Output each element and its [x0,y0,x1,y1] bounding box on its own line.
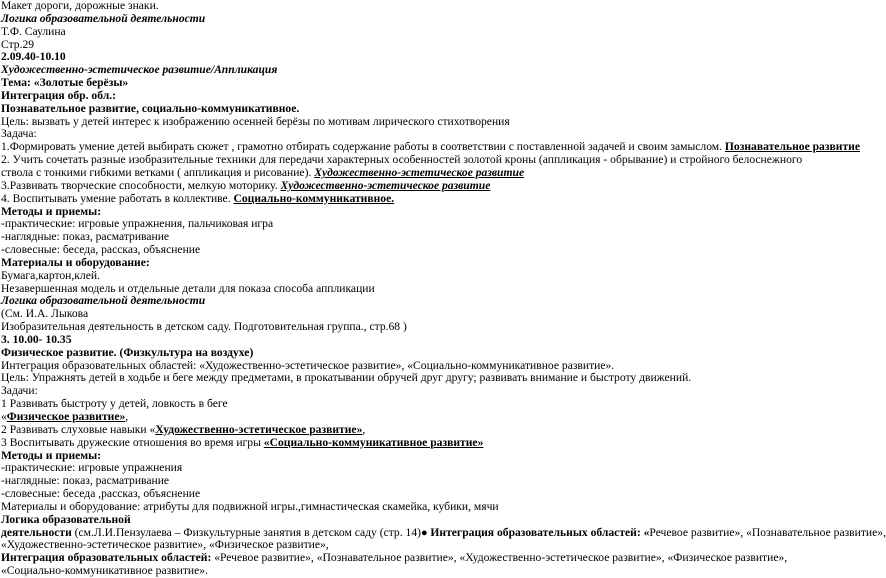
document-page [1,0,886,578]
method-visual-3: -наглядные: показ, расматривание [1,474,170,488]
task-1-area: Познавательное развитие [724,140,860,154]
session-subject-2: Художественно-эстетическое развитие/Аппликация [1,63,278,77]
session-subject-3: Физическое развитие. (Физкультура на воздухе) [1,345,254,359]
task-3-text: 3.Развивать творческие способности, мелкую моторику. [1,178,281,192]
reference-book: Изобразительная деятельность в детском саду. Подготовительная группа., стр.68 ) [1,320,407,334]
goal-line-3: Цель: Упражнять детей в ходьбе и беге между предметами, в прокатывании обручей друг другу; развивать внимание и быстроту движений. [1,371,692,385]
method-verbal: -словесные: беседа, рассказ, объяснение [1,243,201,257]
task-3-area: Художественно-эстетическое развитие [280,178,491,192]
integration-areas-a: Речевое развитие», «Познавательное развитие», [649,525,886,539]
task-3-3 [1,437,813,450]
integration-label-2: Интеграция образовательных областей: [1,551,212,565]
task-3-3-text: 3 Воспитывать дружеские отношения во время игры [1,435,264,449]
materials-heading: Материалы и оборудование: [1,255,150,269]
method-practical: -практические: игровые упражнения, пальчиковая игра [1,217,274,231]
task-heading: Задача: [1,127,37,141]
quote-open: « [1,410,7,423]
logic-heading-2: Логика образовательной деятельности [1,294,206,308]
comma: , [125,410,129,423]
logic-heading-3: Логика образовательной [1,512,131,526]
bullet-icon: ● [420,526,431,539]
materials-model: Незавершенная модель и отдельные детали для показа способа аппликации [1,281,375,295]
session-time-3: 3. 10.00- 10.35 [1,332,72,346]
method-visual: -наглядные: показ, расматривание [1,230,170,244]
section-heading-logic: Логика образовательной деятельности [1,11,206,25]
logic-word: деятельности [1,525,72,539]
integration-areas-c: «Речевое развитие», «Познавательное развитие», «Художественно-эстетическое развитие», «Физическое развитие», [211,551,788,565]
task-4 [1,193,813,206]
author-line: Т.Ф. Саулина [1,24,66,38]
integration-heading: Интеграция обр. обл.: [1,88,116,102]
integration-areas: Познавательное развитие, социально-коммуникативное. [1,101,300,115]
method-practical-3: -практические: игровые упражнения [1,461,183,475]
materials-line: Макет дороги, дорожные знаки. [1,0,159,12]
integration-areas-b: «Художественно-эстетическое развитие», «Физическое развитие», [1,538,329,552]
topic-line: Тема: «Золотые берёзы» [1,76,129,90]
equipment-line-3: Материалы и оборудование: атрибуты для подвижной игры.,гимнастическая скамейка, кубики, мячи [1,499,499,513]
task-2 [1,154,813,180]
task-3-2-area: Художественно-эстетическое развитие» [155,422,363,436]
task-2-text: 2. Учить сочетать разные изобразительные техники для передачи характерных особенностей золотой кроны (аппликация - обрывание) и стройного белоснежного ствола с тонкими гибкими ветками ( аппликация и рисование). [1,153,803,179]
task-3-1: 1 Развивать быстроту у детей, ловкость в беге [1,397,228,411]
integration-areas-d: «Социально-коммуникативное развитие». [1,564,208,578]
task-3-3-area: «Социально-коммуникативное развитие» [263,435,484,449]
task-3-2-text: 2 Развивать слуховые навыки « [1,422,156,436]
reference-author: (См. И.А. Лыкова [1,307,89,321]
page-ref-line: Стр.29 [1,37,35,51]
integration-line-3: Интеграция образовательных областей: «Художественно-эстетическое развитие», «Социально-коммуникативное развитие». [1,358,615,372]
session-time-2: 2.09.40-10.10 [1,50,66,64]
method-verbal-3: -словесные: беседа ,рассказ, объяснение [1,487,201,501]
task-2-area: Художественно-эстетическое развитие [314,165,525,179]
physical-area: Физическое развитие» [6,410,126,423]
methods-heading-3: Методы и приемы: [1,448,102,462]
goal-line: Цель: вызвать у детей интерес к изображению осенней берёзы по мотивам лирического стихотворения [1,114,510,128]
task-4-area: Социально-коммуникативное. [233,191,395,205]
methods-heading: Методы и приемы: [1,204,102,218]
task-1-text: 1.Формировать умение детей выбирать сюжет , грамотно отбирать содержание работы в соответствии с поставленной задачей и своим замыслом. [1,140,725,154]
materials-list: Бумага,картон,клей. [1,268,100,282]
penzulaeva-ref: (см.Л.И.Пензулаева – Физкультурные занятия в детском саду (стр. 14) [71,525,421,539]
integration-label: Интеграция образовательных областей: « [430,525,650,539]
tasks-heading-3: Задачи: [1,384,38,398]
comma-2: , [362,422,366,436]
task-4-text: 4. Воспитывать умение работать в коллективе. [1,191,234,205]
